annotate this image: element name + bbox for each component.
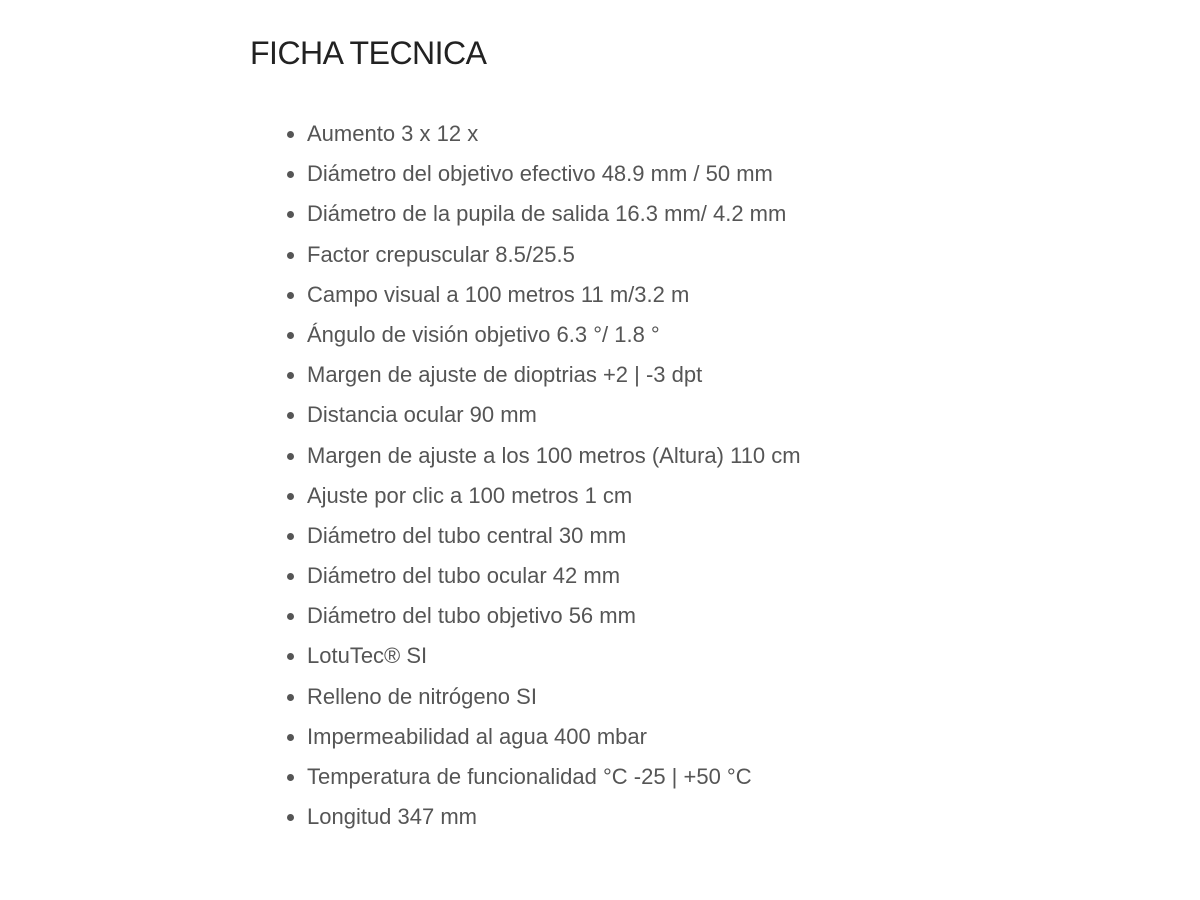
list-item	[285, 516, 801, 556]
list-item	[285, 677, 801, 717]
spec-list	[285, 114, 801, 837]
bullet-icon	[287, 694, 294, 701]
list-item	[285, 194, 801, 234]
spec-text: Diámetro de la pupila de salida 16.3 mm/ 4.2 mm	[307, 201, 787, 227]
list-item	[285, 636, 801, 676]
list-item	[285, 355, 801, 395]
spec-text: Aumento 3 x 12 x	[307, 121, 479, 146]
bullet-icon	[287, 653, 294, 660]
bullet-icon	[287, 252, 294, 259]
spec-text: Temperatura de funcionalidad °C -25 | +50 °C	[307, 764, 752, 789]
bullet-icon	[287, 734, 294, 741]
bullet-icon	[287, 171, 294, 178]
list-item	[285, 436, 801, 476]
bullet-icon	[287, 412, 294, 419]
list-item	[285, 395, 801, 435]
bullet-icon	[287, 774, 294, 781]
bullet-icon	[287, 292, 294, 299]
bullet-icon	[287, 493, 294, 500]
list-item	[285, 114, 801, 154]
spec-text: Distancia ocular 90 mm	[307, 402, 537, 428]
list-item	[285, 275, 801, 315]
bullet-icon	[287, 814, 294, 821]
spec-text: Diámetro del tubo ocular 42 mm	[307, 563, 621, 589]
list-item	[285, 717, 801, 757]
spec-text: LotuTec® SI	[307, 643, 428, 669]
bullet-icon	[287, 613, 294, 620]
list-item	[285, 315, 801, 355]
spec-text: Factor crepuscular 8.5/25.5	[307, 241, 575, 267]
spec-text: Diámetro del tubo objetivo 56 mm	[307, 603, 636, 629]
spec-text: Margen de ajuste de dioptrias +2 | -3 dpt	[307, 362, 703, 388]
bullet-icon	[287, 211, 294, 218]
spec-text: Ajuste por clic a 100 metros 1 cm	[307, 482, 633, 508]
spec-text: Ángulo de visión objetivo 6.3 °/ 1.8 °	[307, 321, 660, 347]
spec-text: Impermeabilidad al agua 400 mbar	[307, 723, 647, 749]
spec-text: Diámetro del objetivo efectivo 48.9 mm / 50 mm	[307, 161, 773, 187]
bullet-icon	[287, 372, 294, 379]
bullet-icon	[287, 573, 294, 580]
spec-text: Longitud 347 mm	[307, 804, 477, 830]
bullet-icon	[287, 533, 294, 540]
spec-text: Campo visual a 100 metros 11 m/3.2 m	[307, 281, 690, 307]
spec-text: Diámetro del tubo central 30 mm	[307, 522, 627, 548]
spec-text: Margen de ajuste a los 100 metros (Altura) 110 cm	[307, 442, 801, 468]
spec-text: Relleno de nitrógeno SI	[307, 683, 537, 709]
page-title: FICHA TECNICA	[250, 35, 487, 71]
list-item	[285, 596, 801, 636]
list-item	[285, 556, 801, 596]
list-item	[285, 797, 801, 837]
list-item	[285, 476, 801, 516]
list-item	[285, 235, 801, 275]
list-item	[285, 154, 801, 194]
bullet-icon	[287, 453, 294, 460]
list-item	[285, 757, 801, 797]
bullet-icon	[287, 332, 294, 339]
bullet-icon	[287, 131, 294, 138]
